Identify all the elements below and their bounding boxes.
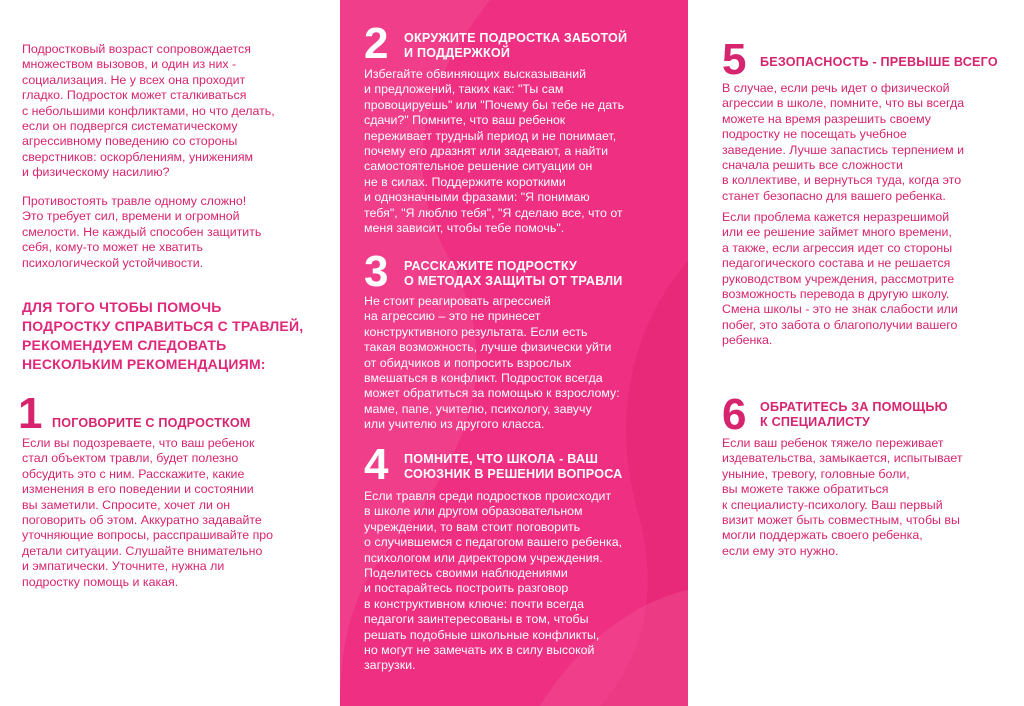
step-5-number: 5: [722, 35, 747, 84]
step-2-title: ОКРУЖИТЕ ПОДРОСТКА ЗАБОТОЙ И ПОДДЕРЖКОЙ: [404, 31, 628, 60]
step-1-title: ПОГОВОРИТЕ С ПОДРОСТКОМ: [52, 416, 251, 430]
recommendations-heading: ДЛЯ ТОГО ЧТОБЫ ПОМОЧЬ ПОДРОСТКУ СПРАВИТЬСЯ С ТРАВЛЕЙ, РЕКОМЕНДУЕМ СЛЕДОВАТЬ НЕСКОЛЬКИМ РЕКОМЕНДАЦИЯМ:: [22, 299, 304, 372]
step-5-text: В случае, если речь идет о физической агрессии в школе, помните, что вы всегда можете на время разрешить своему подростку не посещать учебное заведение. Лучше запастись терпением и сначала решить все сложности в коллективе, и вернуться туда, когда это станет безопасно для вашего ребенка.: [722, 81, 965, 203]
step-6-number: 6: [722, 390, 747, 439]
intro-paragraph-2: Противостоять травле одному сложно! Это требует сил, времени и огромной смелости. Не каждый способен защитить себя, кому-то может не хватить психологической устойчивости.: [22, 194, 262, 270]
step-5-title: БЕЗОПАСНОСТЬ - ПРЕВЫШЕ ВСЕГО: [760, 55, 998, 69]
step-3-title: РАССКАЖИТЕ ПОДРОСТКУ О МЕТОДАХ ЗАЩИТЫ ОТ ТРАВЛИ: [404, 259, 623, 288]
middle-panel: [340, 0, 688, 706]
intro-paragraph-1: Подростковый возраст сопровождается множеством вызовов, и один из них - социализация. Не у всех она проходит гладко. Подросток может сталкиваться с небольшими конфликтами, но что делать, если он подвергся систематическому агрессивному поведению со стороны сверстников: оскорблениям, унижениям и физическому насилию?: [22, 42, 275, 180]
step-1-number: 1: [18, 389, 43, 438]
step-6-text: Если ваш ребенок тяжело переживает издевательства, замыкается, испытывает уныние, тревогу, головные боли, вы можете также обратиться к специалисту-психологу. Ваш первый визит может быть совместным, чтобы вы могли поддержать своего ребенка, если ему это нужно.: [722, 436, 963, 558]
step-2-text: Избегайте обвиняющих высказываний и предложений, таких как: "Ты сам провоцируешь" или "Почему бы тебе не дать сдачи?" Помните, что ваш ребенок переживает трудный период и не понимает, почему его дразнят или задевают, а найти самостоятельное решение ситуации он не в силах. Поддержите короткими и однозначными фразами: "Я понимаю тебя", "Я люблю тебя", "Я сделаю все, что от меня зависит, чтобы тебе помочь".: [364, 67, 625, 236]
step-1-text: Если вы подозреваете, что ваш ребенок стал объектом травли, будет полезно обсудить это с ним. Расскажите, какие изменения в его поведении и состоянии вы заметили. Спросите, хочет ли он поговорить об этом. Аккуратно задавайте уточняющие вопросы, расспрашивайте про детали ситуации. Слушайте внимательно и эмпатически. Уточните, нужна ли подростку помощь и какая.: [22, 436, 274, 589]
step-6-title: ОБРАТИТЕСЬ ЗА ПОМОЩЬЮ К СПЕЦИАЛИСТУ: [760, 400, 948, 429]
step-4-text: Если травля среди подростков происходит в школе или другом образовательном учреждении, то вам стоит поговорить о случившемся с педагогом вашего ребенка, психологом или директором учреждения. Поделитесь своими наблюдениями и постарайтесь построить разговор в конструктивном ключе: почти всегда педагоги заинтересованы в том, чтобы решать подобные школьные конфликты, но могут не замечать их в силу высокой загрузки.: [364, 489, 623, 673]
right-panel: [688, 0, 1024, 706]
step-4-number: 4: [364, 440, 389, 489]
step-5-text-2: Если проблема кажется неразрешимой или ее решение займет много времени, а также, если агрессия идет со стороны педагогического состава и не решается руководством учреждения, рассмотрите возможность перевода в другую школу. Смена школы - это не знак слабости или побег, это забота о благополучии вашего ребенка.: [722, 210, 958, 348]
step-3-text: Не стоит реагировать агрессией на агрессию – это не принесет конструктивного результата. Если есть такая возможность, лучше физически уйти от обидчиков и попросить взрослых вмешаться в конфликт. Подросток всегда может обратиться за помощью к взрослому: маме, папе, учителю, психологу, завучу или учителю из другого класса.: [364, 294, 620, 432]
step-3-number: 3: [364, 247, 389, 296]
step-4-title: ПОМНИТЕ, ЧТО ШКОЛА - ВАШ СОЮЗНИК В РЕШЕНИИ ВОПРОСА: [404, 452, 623, 481]
left-panel: [0, 0, 340, 706]
step-2-number: 2: [364, 19, 389, 68]
